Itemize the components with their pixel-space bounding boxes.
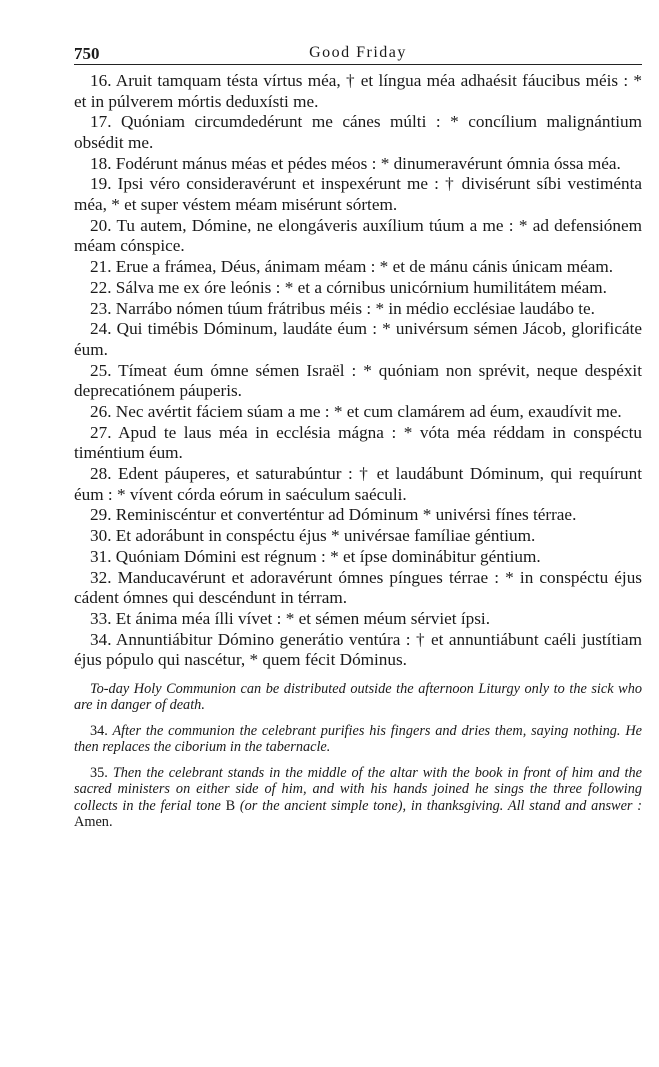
psalm-verse: 23. Narrábo nómen túum frátribus méis : * in médio ecclésiae laudábo te. [90, 298, 595, 318]
psalm-verse: 25. Tímeat éum ómne sémen Israël : * quóniam non sprévit, neque despéxit deprecatiónem páuperis. [74, 360, 642, 401]
running-title: Good Friday [309, 44, 407, 61]
psalm-verses [74, 71, 642, 671]
rubric-text: (or the ancient simple tone), in thanksgiving. All stand and answer : [239, 797, 642, 814]
rubric-34 [74, 723, 642, 756]
psalm-verse: 31. Quóniam Dómini est régnum : * et ípse dominábitur géntium. [90, 546, 541, 566]
tone-letter: B [225, 797, 236, 814]
psalm-verse: 30. Et adorábunt in conspéctu éjus * univérsae famíliae géntium. [90, 526, 536, 546]
rubric-text: Then the celebrant stands in the middle of the altar with the book in front of him and the sacred ministers on either side of him, and with his hands joined he sings the three following collects in the ferial tone [74, 764, 642, 814]
rubric-number: 35. [90, 764, 108, 781]
rubric-35 [74, 765, 642, 831]
psalm-verse: 16. Aruit tamquam tésta vírtus méa, † et língua méa adhaésit fáucibus méis : * et in púlverem mórtis deduxísti me. [74, 71, 642, 111]
psalm-verse: 28. Edent páuperes, et saturabúntur : † et laudábunt Dóminum, qui requírunt éum : * vívent córda eórum in saéculum saéculi. [74, 464, 642, 504]
book-page [74, 38, 642, 840]
psalm-verse: 26. Nec avértit fáciem súam a me : * et cum clamárem ad éum, exaudívit me. [90, 401, 622, 421]
answer-amen: Amen. [74, 814, 113, 831]
page-header [74, 38, 642, 65]
psalm-verse: 33. Et ánima méa ílli vívet : * et sémen méum sérviet ípsi. [90, 609, 490, 629]
psalm-verse: 21. Erue a frámea, Déus, ánimam méam : * et de mánu cánis únicam méam. [90, 256, 614, 276]
rubric-number: 34. [90, 722, 108, 739]
psalm-verse: 22. Sálva me ex óre leónis : * et a córnibus unicórnium humilitátem méam. [90, 277, 607, 297]
communion-rubric: To-day Holy Communion can be distributed outside the afternoon Liturgy only to the sick who are in danger of death. [74, 680, 642, 714]
psalm-verse: 19. Ipsi véro consideravérunt et inspexérunt me : † divisérunt síbi vestiménta méa, * et super véstem méam misérunt sórtem. [74, 174, 642, 214]
rubrics [74, 681, 642, 831]
rubric-text: After the communion the celebrant purifies his fingers and dries them, saying nothing. He then replaces the ciborium in the tabernacle. [74, 722, 642, 756]
page-number: 750 [74, 44, 100, 63]
psalm-verse: 18. Fodérunt mánus méas et pédes méos : * dinumeravérunt ómnia óssa méa. [90, 153, 621, 173]
psalm-verse: 17. Quóniam circumdedérunt me cánes múlti : * concílium malignántium obsédit me. [74, 112, 642, 152]
psalm-verse: 20. Tu autem, Dómine, ne elongáveris auxílium túum a me : * ad defensiónem méam cónspice. [74, 215, 642, 256]
psalm-verse: 34. Annuntiábitur Dómino generátio ventúra : † et annuntiábunt caéli justítiam éjus pópulo qui nascétur, * quem fécit Dóminus. [74, 629, 642, 670]
psalm-verse: 24. Qui timébis Dóminum, laudáte éum : * univérsum sémen Jácob, glorificáte éum. [74, 319, 642, 359]
psalm-verse: 32. Manducavérunt et adoravérunt ómnes píngues térrae : * in conspéctu éjus cádent ómnes qui descéndunt in térram. [74, 567, 642, 608]
psalm-verse: 29. Reminiscéntur et converténtur ad Dóminum * univérsi fínes térrae. [90, 505, 577, 525]
psalm-verse: 27. Apud te laus méa in ecclésia mágna : * vóta méa réddam in conspéctu timéntium éum. [74, 422, 642, 463]
